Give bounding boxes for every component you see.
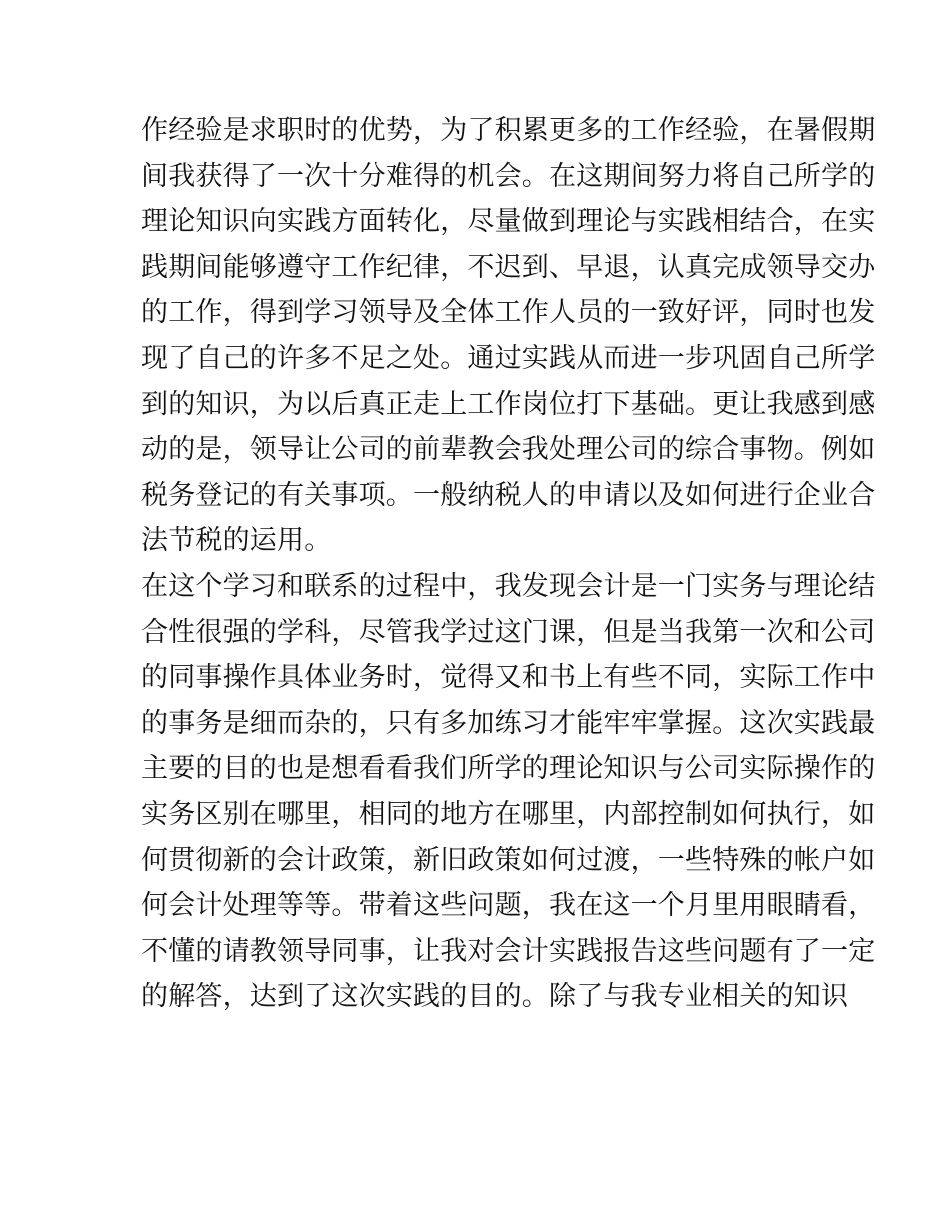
paragraph-2 [141,564,876,1020]
text-line: 作经验是求职时的优势，为了积累更多的工作经验，在暑假期 [141,115,876,146]
text-line: 的工作，得到学习领导及全体工作人员的一致好评，同时也发 [141,297,876,329]
text-line: 的解答，达到了这次实践的目的。除了与我专业相关的知识 [141,981,849,1013]
text-line: 的事务是细而杂的，只有多加练习才能牢牢掌握。这次实践最 [141,707,876,739]
text-line: 动的是，领导让公司的前辈教会我处理公司的综合事物。例如 [141,434,876,466]
text-line: 间我获得了一次十分难得的机会。在这期间努力将自己所学的 [141,160,876,192]
text-line: 理论知识向实践方面转化，尽量做到理论与实践相结合，在实 [141,206,876,238]
text-line: 法节税的运用。 [141,525,332,557]
text-line: 在这个学习和联系的过程中，我发现会计是一门实务与理论结 [141,570,876,602]
body-text [141,108,876,1020]
text-line: 不懂的请教领导同事，让我对会计实践报告这些问题有了一定 [141,935,876,967]
text-line: 践期间能够遵守工作纪律，不迟到、早退，认真完成领导交办 [141,251,876,283]
text-line: 何会计处理等等。带着这些问题，我在这一个月里用眼睛看， [141,890,876,922]
text-line: 现了自己的许多不足之处。通过实践从而进一步巩固自己所学 [141,342,876,374]
text-line: 何贯彻新的会计政策，新旧政策如何过渡，一些特殊的帐户如 [141,844,876,876]
text-line: 的同事操作具体业务时，觉得又和书上有些不同，实际工作中 [141,662,876,694]
text-line: 到的知识，为以后真正走上工作岗位打下基础。更让我感到感 [141,388,876,420]
text-line: 实务区别在哪里，相同的地方在哪里，内部控制如何执行，如 [141,798,876,830]
text-line: 税务登记的有关事项。一般纳税人的申请以及如何进行企业合 [141,479,876,511]
text-line: 主要的目的也是想看看我们所学的理论知识与公司实际操作的 [141,753,876,785]
text-line: 合性很强的学科，尽管我学过这门课，但是当我第一次和公司 [141,616,876,648]
paragraph-1 [141,108,876,564]
